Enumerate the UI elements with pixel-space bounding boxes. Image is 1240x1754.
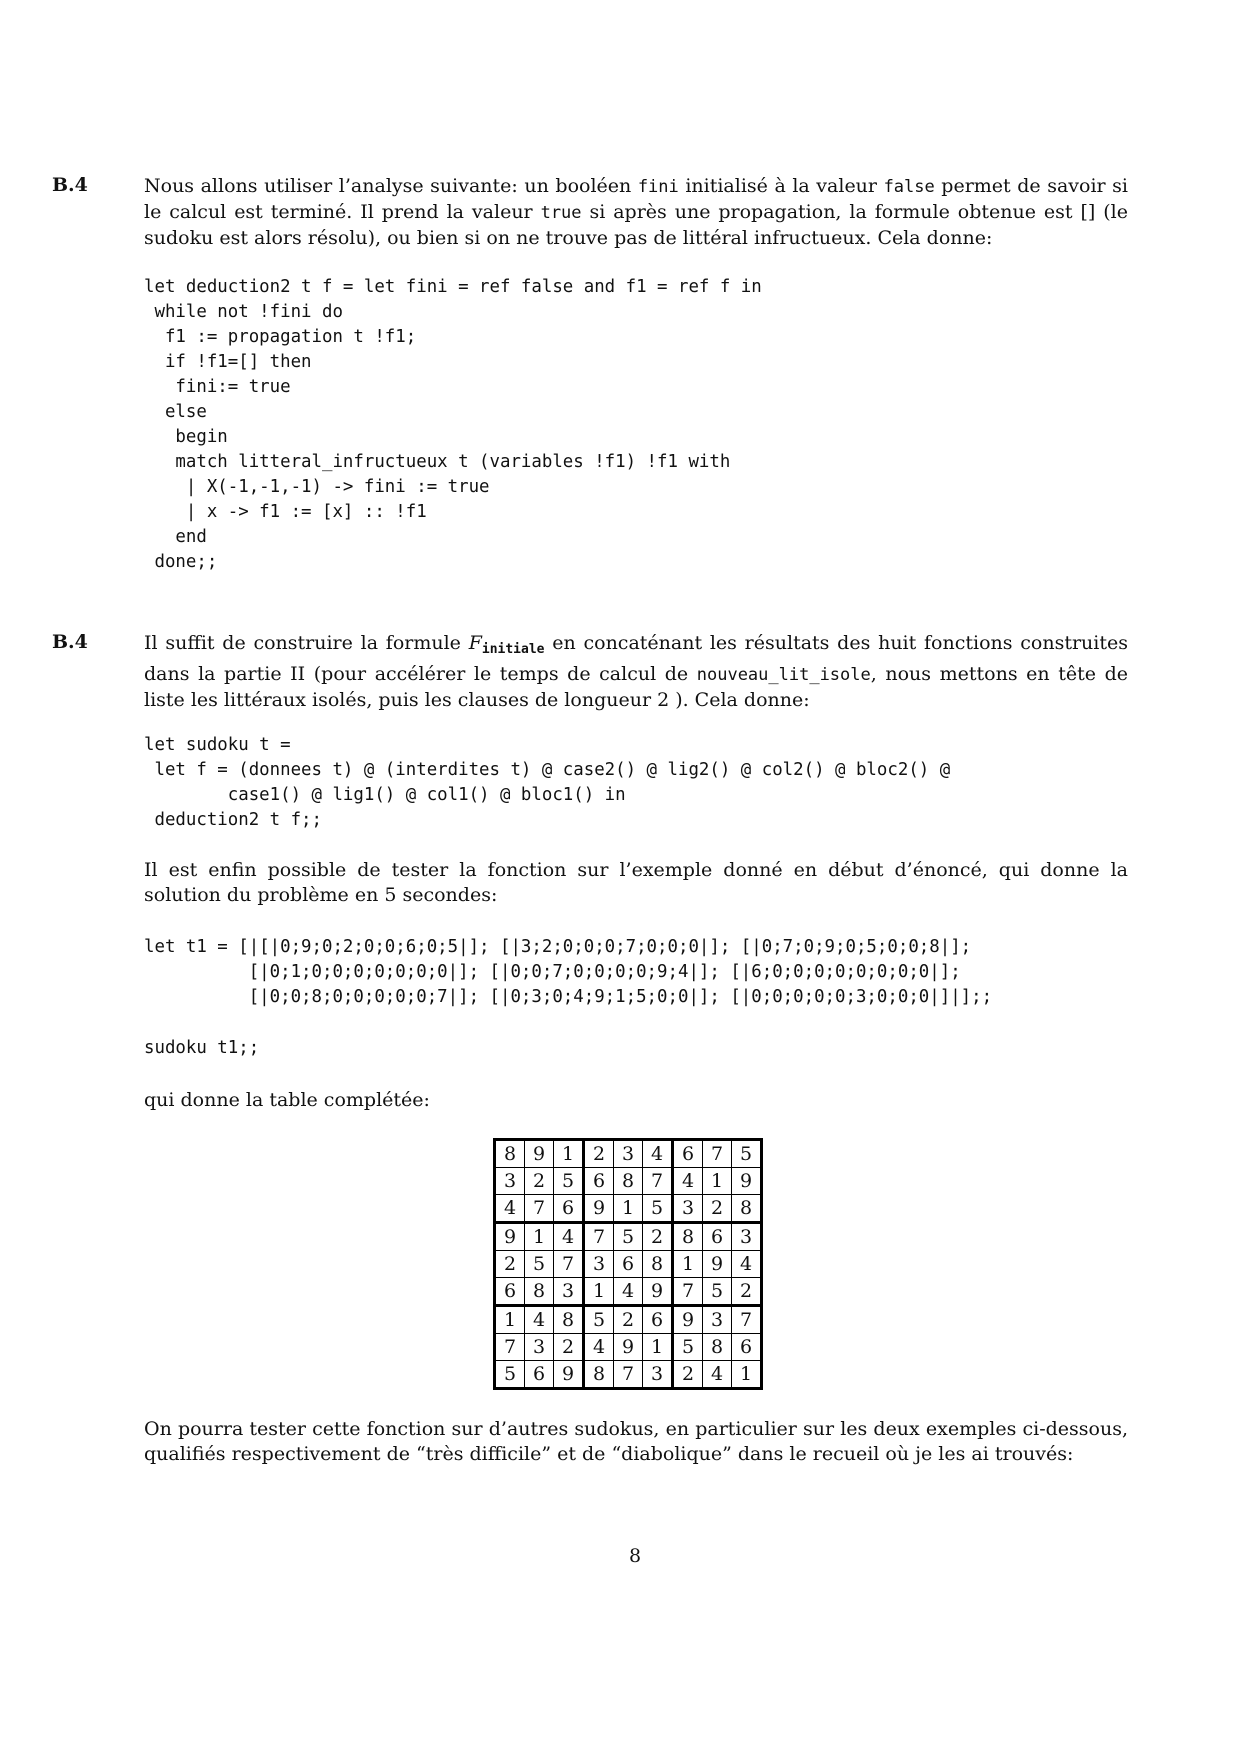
grid-row [495, 1361, 762, 1389]
completed-text: qui donne la table complétée: [144, 1089, 430, 1111]
grid-cell: 1 [732, 1361, 762, 1389]
sudoku-grid [493, 1138, 763, 1390]
inline-code: nouveau_lit_isole [696, 665, 871, 685]
grid-cell: 5 [584, 1306, 614, 1334]
grid-cell: 7 [703, 1140, 732, 1168]
grid-cell: 1 [554, 1140, 584, 1168]
grid-cell: 3 [673, 1195, 703, 1223]
grid-cell: 3 [495, 1168, 525, 1195]
grid-row [495, 1140, 762, 1168]
grid-cell: 5 [643, 1195, 673, 1223]
grid-cell: 6 [554, 1195, 584, 1223]
grid-cell: 2 [584, 1140, 614, 1168]
formula-subscript: initiale [481, 642, 545, 657]
grid-cell: 5 [673, 1334, 703, 1361]
grid-cell: 6 [495, 1278, 525, 1306]
grid-cell: 3 [643, 1361, 673, 1389]
grid-cell: 6 [525, 1361, 554, 1389]
grid-cell: 1 [673, 1251, 703, 1278]
section-label-2: B.4 [52, 631, 88, 653]
grid-row [495, 1251, 762, 1278]
intro-text: initialisé à la valeur [678, 175, 884, 197]
grid-cell: 8 [703, 1334, 732, 1361]
grid-cell: 7 [525, 1195, 554, 1223]
formula-symbol: F [468, 632, 482, 654]
grid-cell: 1 [703, 1168, 732, 1195]
grid-cell: 7 [643, 1168, 673, 1195]
grid-cell: 6 [614, 1251, 643, 1278]
inline-code: fini [637, 177, 679, 197]
grid-cell: 8 [673, 1223, 703, 1251]
grid-row [495, 1306, 762, 1334]
grid-cell: 9 [673, 1306, 703, 1334]
grid-cell: 6 [584, 1168, 614, 1195]
grid-cell: 5 [525, 1251, 554, 1278]
grid-cell: 2 [732, 1278, 762, 1306]
section-label: B.4 [52, 174, 88, 196]
grid-cell: 2 [614, 1306, 643, 1334]
intro-part-b: en concaténant les résultats des huit fonctions construites dans la partie II (pour accélérer le temps de calcul de [144, 632, 1128, 685]
grid-cell: 9 [554, 1361, 584, 1389]
grid-cell: 7 [732, 1306, 762, 1334]
grid-cell: 4 [554, 1223, 584, 1251]
grid-cell: 3 [554, 1278, 584, 1306]
section1-intro [144, 174, 1128, 251]
grid-cell: 3 [732, 1223, 762, 1251]
grid-cell: 4 [643, 1140, 673, 1168]
grid-cell: 8 [732, 1195, 762, 1223]
grid-cell: 6 [703, 1223, 732, 1251]
grid-cell: 3 [703, 1306, 732, 1334]
grid-cell: 8 [643, 1251, 673, 1278]
grid-cell: 3 [584, 1251, 614, 1278]
grid-cell: 4 [703, 1361, 732, 1389]
intro-part-c: , nous mettons en tête de liste les littéraux isolés, puis les clauses de longueur 2 ). Cela donne: [144, 663, 1128, 711]
grid-cell: 3 [525, 1334, 554, 1361]
code-sudoku: let sudoku t = let f = (donnees t) @ (interdites t) @ case2() @ lig2() @ col2() @ bloc2() @ case1() @ lig1() @ col1() @ bloc1() in deduction2 t f;; [144, 735, 951, 830]
code-deduction2: let deduction2 t f = let fini = ref false and f1 = ref f in while not !fini do f1 := propagation t !f1; if !f1=[] then fini:= true else begin match litteral_infructueux t (variables !f1) !f1 with | X(-1,-1,-1) -> fini := true | x -> f1 := [x] :: !f1 end done;; [144, 277, 762, 572]
grid-row [495, 1278, 762, 1306]
code-run: sudoku t1;; [144, 1038, 260, 1058]
grid-cell: 2 [673, 1361, 703, 1389]
intro-text: Nous allons utiliser l’analyse suivante: un booléen [144, 175, 638, 197]
grid-cell: 9 [584, 1195, 614, 1223]
grid-row [495, 1195, 762, 1223]
page-number: 8 [628, 1545, 642, 1567]
grid-cell: 7 [554, 1251, 584, 1278]
grid-cell: 2 [703, 1195, 732, 1223]
grid-row [495, 1168, 762, 1195]
code-t1: let t1 = [|[|0;9;0;2;0;0;6;0;5|]; [|3;2;0;0;0;7;0;0;0|]; [|0;7;0;9;0;5;0;0;8|]; [|0;1;0;0;0;0;0;0;0|]; [|0;0;7;0;0;0;0;9;4|]; [|6;0;0;0;0;0;0;0;0|]; [|0;0;8;0;0;0;0;0;7|]; [|0;3;0;4;9;1;5;0;0|]; [|0;0;0;0;0;3;0;0;0|]|];; [144, 937, 993, 1007]
grid-cell: 5 [732, 1140, 762, 1168]
grid-cell: 8 [584, 1361, 614, 1389]
grid-cell: 5 [703, 1278, 732, 1306]
grid-cell: 3 [614, 1140, 643, 1168]
section2-intro [144, 631, 1128, 713]
grid-cell: 5 [554, 1168, 584, 1195]
intro-text: permet de savoir si le calcul est terminé. Il prend la valeur [144, 175, 1129, 223]
grid-cell: 9 [495, 1223, 525, 1251]
grid-cell: 1 [525, 1223, 554, 1251]
grid-cell: 2 [525, 1168, 554, 1195]
grid-cell: 7 [584, 1223, 614, 1251]
grid-cell: 8 [614, 1168, 643, 1195]
grid-cell: 5 [614, 1223, 643, 1251]
grid-cell: 7 [495, 1334, 525, 1361]
grid-cell: 1 [584, 1278, 614, 1306]
grid-row [495, 1334, 762, 1361]
grid-row [495, 1223, 762, 1251]
test-paragraph: Il est enfin possible de tester la fonction sur l’exemple donné en début d’énoncé, qui donne la solution du problème en 5 secondes: [144, 859, 1128, 906]
grid-cell: 7 [614, 1361, 643, 1389]
intro-text: si après une propagation, la formule obtenue est [] (le sudoku est alors résolu), ou bien si on ne trouve pas de littéral infructueux. Cela donne: [144, 201, 1128, 249]
grid-cell: 4 [584, 1334, 614, 1361]
grid-cell: 7 [673, 1278, 703, 1306]
grid-cell: 2 [554, 1334, 584, 1361]
grid-cell: 8 [495, 1140, 525, 1168]
grid-cell: 9 [732, 1168, 762, 1195]
grid-cell: 2 [495, 1251, 525, 1278]
grid-cell: 8 [525, 1278, 554, 1306]
intro-part-a: Il suffit de construire la formule [144, 632, 469, 654]
grid-cell: 4 [614, 1278, 643, 1306]
grid-cell: 4 [673, 1168, 703, 1195]
closing-paragraph: On pourra tester cette fonction sur d’autres sudokus, en particulier sur les deux exemples ci-dessous, qualifiés respectivement de “très difficile” et de “diabolique” dans le recueil où je les ai trouvés: [144, 1418, 1128, 1465]
grid-cell: 9 [703, 1251, 732, 1278]
grid-cell: 8 [554, 1306, 584, 1334]
grid-cell: 9 [525, 1140, 554, 1168]
grid-cell: 9 [614, 1334, 643, 1361]
inline-code: false [883, 177, 935, 197]
grid-cell: 1 [614, 1195, 643, 1223]
grid-cell: 6 [643, 1306, 673, 1334]
grid-cell: 1 [495, 1306, 525, 1334]
grid-cell: 2 [643, 1223, 673, 1251]
inline-code: true [540, 203, 582, 223]
grid-cell: 9 [643, 1278, 673, 1306]
grid-cell: 5 [495, 1361, 525, 1389]
grid-cell: 4 [495, 1195, 525, 1223]
grid-cell: 6 [732, 1334, 762, 1361]
grid-cell: 1 [643, 1334, 673, 1361]
grid-cell: 6 [673, 1140, 703, 1168]
grid-cell: 4 [525, 1306, 554, 1334]
grid-cell: 4 [732, 1251, 762, 1278]
